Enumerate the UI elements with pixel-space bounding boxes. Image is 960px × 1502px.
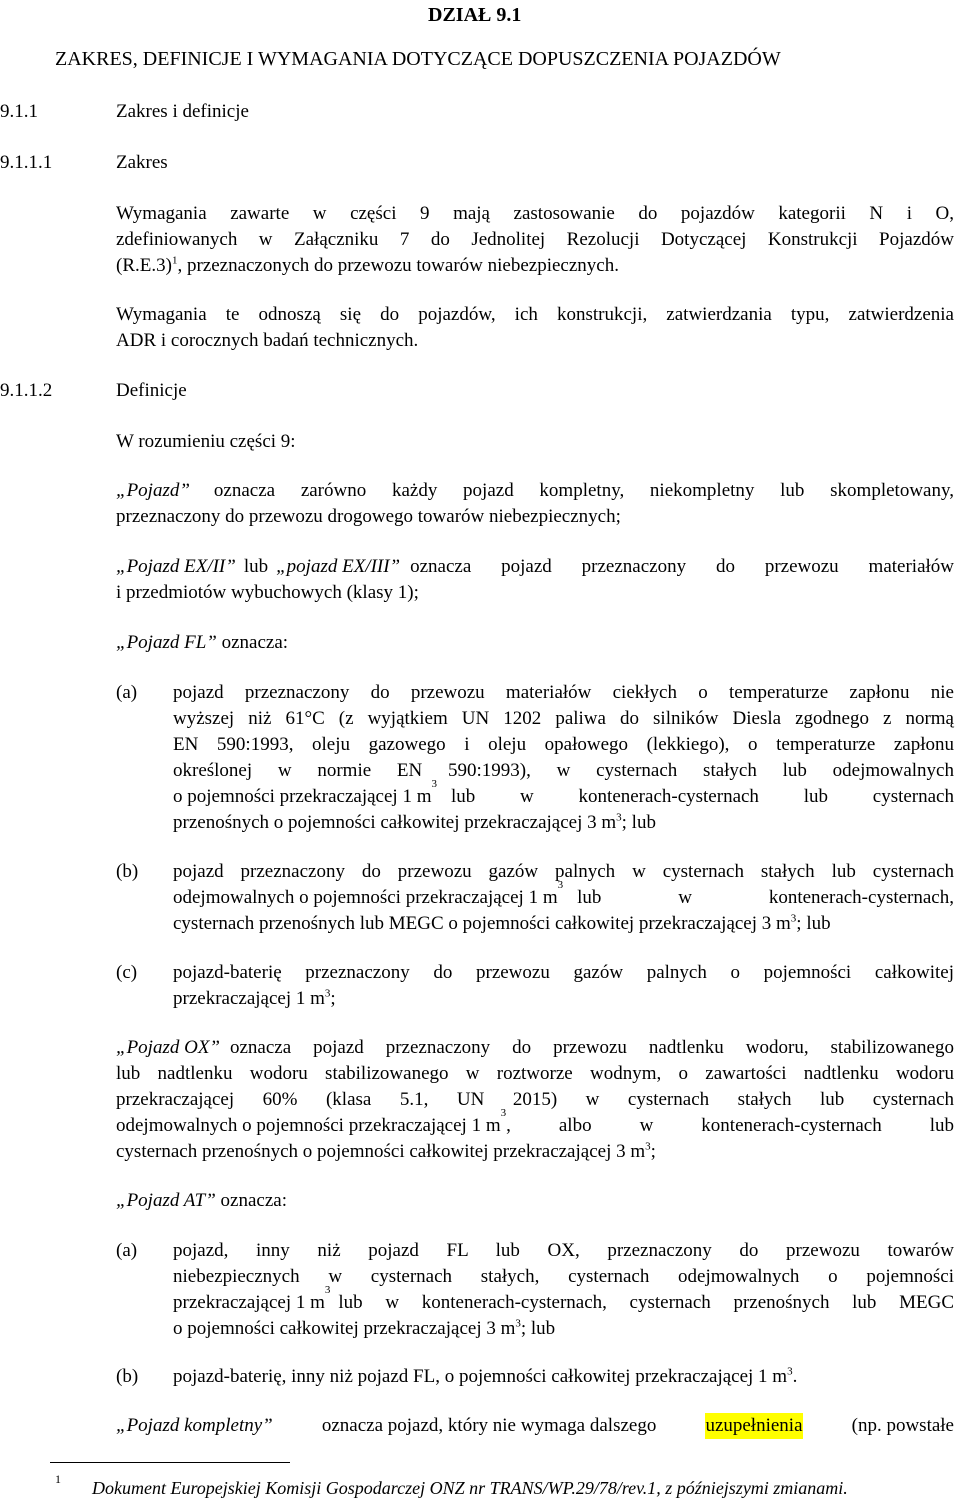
list-item-line: przekraczającej 1 m 3 lub w kontenerach-cysternach, cysternach przenośnych lub MEGC: [173, 1284, 954, 1313]
paragraph-line: cysternach przenośnych o pojemności całkowitej przekraczającej 3 $m^3$;: [116, 1140, 656, 1162]
list-item-line: o pojemności całkowitej przekraczającej 3 $m^3$; lub: [173, 1317, 556, 1339]
section-number: 9.1.1: [0, 101, 38, 122]
paragraph-line: ADR i corocznych badań technicznych.: [116, 330, 419, 351]
definition-ox: „Pojazd OX” oznacza pojazd przeznaczony do przewozu nadtlenku wodoru, stabilizowanego: [116, 1035, 954, 1061]
definition-pojazd: „Pojazd” oznacza zarówno każdy pojazd kompletny, niekompletny lub skompletowany,: [116, 478, 954, 504]
list-item-line: odejmowalnych o pojemności przekraczającej 1 m 3 lub w kontenerach-cysternach,: [173, 879, 954, 908]
footnote-mark: 1: [55, 1472, 61, 1486]
list-item-line: pojazd przeznaczony do przewozu gazów palnych w cysternach stałych lub cysternach: [173, 861, 954, 882]
section-number: 9.1.1.1: [0, 152, 53, 173]
definition-kompletny: „Pojazd kompletny” oznacza pojazd, który nie wymaga dalszego uzupełnienia (np. powstałe: [116, 1413, 954, 1439]
list-label: (a): [116, 1240, 138, 1261]
defined-term: „Pojazd AT”: [116, 1190, 216, 1211]
paragraph-line: i przedmiotów wybuchowych (klasy 1);: [116, 582, 419, 603]
list-item-line: wyższej niż 61°C (z wyjątkiem UN 1202 paliwa do silników Diesla zgodnego z normą: [173, 708, 954, 729]
list-label: (c): [116, 962, 138, 983]
list-item-line: określonej w normie EN 590:1993), w cysternach stałych lub odejmowalnych: [173, 760, 954, 781]
list-label: (a): [116, 682, 138, 703]
definition-at: „Pojazd AT” oznacza:: [116, 1190, 287, 1211]
defined-term: „Pojazd kompletny”: [116, 1415, 273, 1436]
paragraph-line: $(R.E.3)^1$, przeznaczonych do przewozu towarów niebezpiecznych.: [116, 254, 619, 276]
list-item-line: pojazd-baterię, inny niż pojazd FL, o pojemności całkowitej przekraczającej 1 $m^3$.: [173, 1365, 798, 1387]
list-label: (b): [116, 861, 139, 882]
list-label: (b): [116, 1366, 139, 1387]
paragraph-line: przeznaczony do przewozu drogowego towarów niebezpiecznych;: [116, 506, 621, 527]
paragraph-line: przekraczającej 60% (klasa 5.1, UN 2015) w cysternach stałych lub cysternach: [116, 1089, 954, 1110]
paragraph-line: zdefiniowanych w Załączniku 7 do Jednolitej Rezolucji Dotyczącej Konstrukcji Pojazdów: [116, 229, 954, 250]
footnote-text: Dokument Europejskiej Komisji Gospodarczej ONZ nr TRANS/WP.29/78/rev.1, z późniejszymi zmianami.: [92, 1478, 848, 1498]
paragraph-line: Wymagania zawarte w części 9 mają zastosowanie do pojazdów kategorii N i O,: [116, 203, 954, 224]
list-item-line: o pojemności przekraczającej 1 m 3 lub w kontenerach-cysternach lub cysternach: [173, 778, 954, 807]
highlighted-word: uzupełnienia: [705, 1413, 802, 1439]
definitions-intro: W rozumieniu części 9:: [116, 431, 296, 452]
list-item-line: niebezpiecznych w cysternach stałych, cysternach odejmowalnych o pojemności: [173, 1266, 954, 1287]
paragraph-line: lub nadtlenku wodoru stabilizowanego w roztworze wodnym, o zawartości nadtlenku wodoru: [116, 1063, 954, 1084]
defined-term: „pojazd EX/III”: [276, 556, 401, 577]
defined-term: „Pojazd”: [116, 480, 190, 501]
list-item-line: pojazd-baterię przeznaczony do przewozu gazów palnych o pojemności całkowitej: [173, 962, 954, 983]
section-title: Zakres: [116, 152, 168, 173]
list-item-line: EN 590:1993, oleju gazowego i oleju opałowego (lekkiego), o temperaturze zapłonu: [173, 734, 954, 755]
defined-term: „Pojazd OX”: [116, 1037, 220, 1058]
section-title: Zakres i definicje: [116, 101, 249, 122]
list-item-line: cysternach przenośnych lub MEGC o pojemności całkowitej przekraczającej 3 $m^3$; lub: [173, 912, 831, 934]
paragraph-line: odejmowalnych o pojemności przekraczającej 1 m 3 , albo w kontenerach-cysternach lub: [116, 1107, 954, 1136]
chapter-subtitle: ZAKRES, DEFINICJE I WYMAGANIA DOTYCZĄCE DOPUSZCZENIA POJAZDÓW: [55, 48, 781, 70]
list-item-line: pojazd przeznaczony do przewozu materiałów ciekłych o temperaturze zapłonu nie: [173, 682, 954, 703]
chapter-title: DZIAŁ 9.1: [428, 4, 522, 26]
paragraph-line: Wymagania te odnoszą się do pojazdów, ich konstrukcji, zatwierdzania typu, zatwierdzenia: [116, 304, 954, 325]
definition-fl: „Pojazd FL” oznacza:: [116, 632, 289, 653]
list-item-line: przenośnych o pojemności całkowitej przekraczającej 3 $m^3$; lub: [173, 811, 656, 833]
defined-term: „Pojazd EX/II”: [116, 556, 236, 577]
footnote-ref: 1: [171, 254, 178, 267]
section-number: 9.1.1.2: [0, 380, 53, 401]
definition-ex: „Pojazd EX/II” lub „pojazd EX/III” oznacza pojazd przeznaczony do przewozu materiałów: [116, 554, 954, 580]
list-item-line: przekraczającej 1 $m^3$;: [173, 987, 336, 1009]
list-item-line: pojazd, inny niż pojazd FL lub OX, przeznaczony do przewozu towarów: [173, 1240, 954, 1261]
footnote-separator: [50, 1462, 290, 1463]
section-title: Definicje: [116, 380, 187, 401]
defined-term: „Pojazd FL”: [116, 632, 217, 653]
